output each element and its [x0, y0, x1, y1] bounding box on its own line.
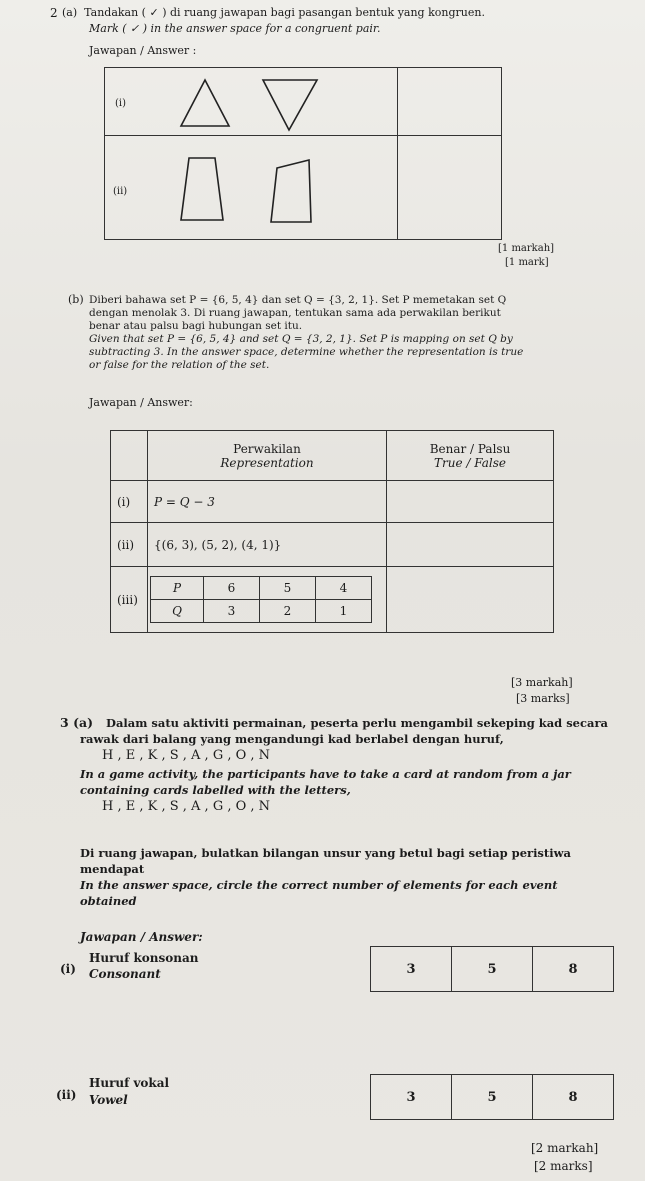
triangle-inverted [263, 80, 317, 130]
answer-cell-ii[interactable] [387, 523, 554, 567]
q2b-text-en-3: or false for the relation of the set. [89, 359, 270, 371]
q3-letters-1: H , E , K , S , A , G , O , N [102, 748, 271, 763]
choice-option[interactable]: 3 [371, 1075, 452, 1120]
mapping-cell: 6 [204, 577, 260, 600]
q2b-text-ms-2: dengan menolak 3. Di ruang jawapan, tentukan sama ada perwakilan berikut [89, 307, 501, 319]
q2a-row-1 [105, 68, 398, 136]
quadrilateral [271, 160, 311, 222]
q3-text-ms-2: rawak dari balang yang mengandungi kad berlabel dengan huruf, [80, 732, 504, 746]
mapping-cell: 2 [260, 600, 316, 623]
q2b-answer-table [110, 430, 554, 633]
mapping-cell: 3 [204, 600, 260, 623]
header-tf-ms: Benar / Palsu [429, 441, 511, 456]
header-tf-en: True / False [433, 455, 506, 470]
choice-option[interactable]: 5 [452, 1075, 533, 1120]
q3-letters-2: H , E , K , S , A , G , O , N [102, 799, 271, 814]
mapping-cell: 1 [316, 600, 372, 623]
representation-iii [148, 567, 387, 633]
q2a-instruction-en: Mark ( ✓ ) in the answer space for a congruent pair. [89, 22, 381, 35]
q3-item-name-ms: Huruf konsonan [89, 951, 199, 965]
q3-item-name-en: Consonant [89, 967, 161, 981]
q3-instruction-ms-2: mendapat [80, 862, 145, 876]
representation-ii: {(6, 3), (5, 2), (4, 1)} [148, 523, 387, 567]
quadrilateral-pair [175, 154, 335, 230]
q2b-marks-ms: [3 markah] [511, 676, 573, 689]
mapping-cell: 5 [260, 577, 316, 600]
q2a-answer-cell-2[interactable] [398, 136, 502, 240]
choice-option[interactable]: 8 [533, 947, 614, 992]
q3-item-label: (i) [60, 962, 76, 976]
q3-marks-en: [2 marks] [534, 1159, 593, 1173]
header-rep-en: Representation [220, 455, 314, 470]
q3-instruction-en-1: In the answer space, circle the correct number of elements for each event [80, 878, 558, 892]
q2b-header-representation [148, 431, 387, 481]
q2-number: 2 [50, 6, 58, 20]
q3-text-en-1: In a game activity, the participants have to take a card at random from a jar [80, 767, 571, 781]
q3-answer-label: Jawapan / Answer: [80, 930, 203, 944]
q2b-answer-label: Jawapan / Answer: [89, 396, 193, 409]
q3-marks-ms: [2 markah] [531, 1141, 599, 1155]
row-label: (i) [111, 481, 148, 523]
q2a-answer-cell-1[interactable] [398, 68, 502, 136]
mapping-table [150, 576, 372, 623]
mapping-q-label: Q [151, 600, 204, 623]
triangle-pair [175, 76, 335, 134]
q3-number: 3 (a) [60, 715, 93, 730]
q3-instruction-ms-1: Di ruang jawapan, bulatkan bilangan unsur yang betul bagi setiap peristiwa [80, 846, 571, 860]
q2a-row-label: (i) [115, 98, 127, 109]
row-label: (ii) [111, 523, 148, 567]
q3-choices-consonant [370, 946, 614, 992]
answer-cell-i[interactable] [387, 481, 554, 523]
q3-text-en-2: containing cards labelled with the letters, [80, 783, 351, 797]
q2a-answer-table [104, 67, 502, 240]
mapping-p-label: P [151, 577, 204, 600]
q2b-text-ms-3: benar atau palsu bagi hubungan set itu. [89, 320, 303, 332]
q3-item-label: (ii) [56, 1088, 77, 1102]
q2a-answer-label: Jawapan / Answer : [89, 44, 197, 57]
q2a-instruction-ms: (a) Tandakan ( ✓ ) di ruang jawapan bagi pasangan bentuk yang kongruen. [62, 6, 485, 19]
q2b-text-ms-1: Diberi bahawa set P = {6, 5, 4} dan set Q = {3, 2, 1}. Set P memetakan set Q [89, 294, 507, 306]
choice-option[interactable]: 8 [533, 1075, 614, 1120]
q2b-header-blank [111, 431, 148, 481]
q2b-text-en-1: Given that set P = {6, 5, 4} and set Q = {3, 2, 1}. Set P is mapping on set Q by [89, 333, 513, 345]
q3-item-name-en: Vowel [89, 1093, 128, 1107]
q2a-marks-ms: [1 markah] [498, 243, 555, 254]
mapping-cell: 4 [316, 577, 372, 600]
q2b-text-en-2: subtracting 3. In the answer space, determine whether the representation is true [89, 346, 524, 358]
q3-text-ms-1: Dalam satu aktiviti permainan, peserta perlu mengambil sekeping kad secara [106, 716, 608, 730]
triangle-upright [181, 80, 229, 126]
q2b-label: (b) [68, 293, 84, 306]
row-label: (iii) [111, 567, 148, 633]
trapezium [181, 158, 223, 220]
answer-cell-iii[interactable] [387, 567, 554, 633]
q2a-marks-en: [1 mark] [505, 257, 549, 268]
q2a-row-2 [105, 136, 398, 240]
choice-option[interactable]: 5 [452, 947, 533, 992]
representation-i: P = Q − 3 [148, 481, 387, 523]
q3-item-name-ms: Huruf vokal [89, 1076, 170, 1090]
q2a-row-label: (ii) [113, 186, 128, 197]
q2b-header-true-false [387, 431, 554, 481]
q2b-marks-en: [3 marks] [516, 692, 570, 705]
q3-choices-vowel [370, 1074, 614, 1120]
choice-option[interactable]: 3 [371, 947, 452, 992]
q3-instruction-en-2: obtained [80, 894, 137, 908]
header-rep-ms: Perwakilan [233, 441, 301, 456]
